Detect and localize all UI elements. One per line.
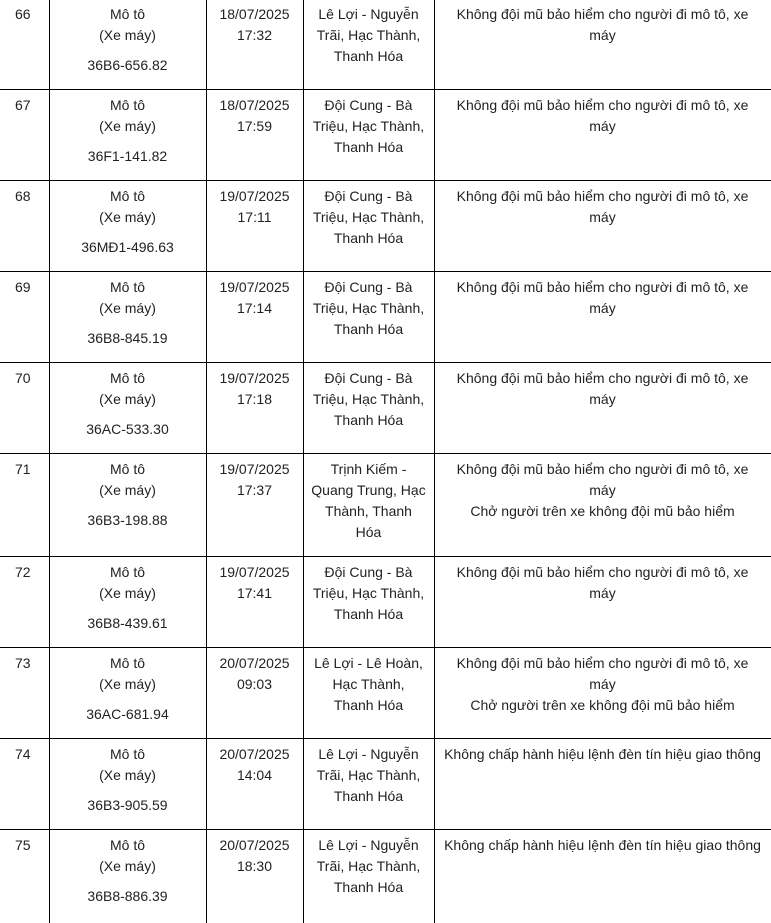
vehicle-type: Mô tô (53, 186, 203, 207)
datetime-cell (206, 90, 303, 181)
violation-time: 17:18 (210, 389, 300, 410)
vehicle-type: Mô tô (53, 653, 203, 674)
table-row (0, 90, 771, 181)
vehicle-sub: (Xe máy) (53, 583, 203, 604)
stt-number: 69 (15, 272, 49, 298)
stt-cell (0, 454, 49, 557)
location-line: Thanh Hóa (307, 604, 431, 625)
vehicle-cell (49, 739, 206, 830)
location-line: Thanh Hóa (307, 137, 431, 158)
location-line: Lê Lợi - Nguyễn (307, 744, 431, 765)
license-plate: 36F1-141.82 (53, 146, 203, 167)
license-plate: 36AC-681.94 (53, 704, 203, 725)
stt-cell (0, 557, 49, 648)
vehicle-type: Mô tô (53, 95, 203, 116)
violation-date: 19/07/2025 (210, 277, 300, 298)
violation-line: Không đội mũ bảo hiểm cho người đi mô tô, xe (438, 95, 768, 116)
location-line: Trãi, Hạc Thành, (307, 765, 431, 786)
violation-cell (434, 90, 771, 181)
location-cell (303, 90, 434, 181)
vehicle-sub: (Xe máy) (53, 765, 203, 786)
location-line: Thanh Hóa (307, 695, 431, 716)
table-row (0, 739, 771, 830)
violation-time: 17:59 (210, 116, 300, 137)
vehicle-cell (49, 181, 206, 272)
table-row (0, 830, 771, 923)
vehicle-sub: (Xe máy) (53, 389, 203, 410)
violation-time: 17:41 (210, 583, 300, 604)
violation-cell (434, 739, 771, 830)
license-plate: 36B3-198.88 (53, 510, 203, 531)
violation-line: Không chấp hành hiệu lệnh đèn tín hiệu giao thông (438, 744, 768, 765)
vehicle-cell (49, 454, 206, 557)
location-line: Đội Cung - Bà (307, 562, 431, 583)
vehicle-sub: (Xe máy) (53, 207, 203, 228)
violation-date: 19/07/2025 (210, 186, 300, 207)
stt-cell (0, 739, 49, 830)
location-cell (303, 181, 434, 272)
stt-number: 68 (15, 181, 49, 207)
violation-line: Không đội mũ bảo hiểm cho người đi mô tô, xe (438, 653, 768, 674)
datetime-cell (206, 0, 303, 90)
location-line: Quang Trung, Hạc (307, 480, 431, 501)
violation-line: máy (438, 25, 768, 46)
vehicle-sub: (Xe máy) (53, 856, 203, 877)
location-line: Đội Cung - Bà (307, 95, 431, 116)
violation-cell (434, 363, 771, 454)
location-cell (303, 648, 434, 739)
violation-cell (434, 648, 771, 739)
violation-line: Chở người trên xe không đội mũ bảo hiểm (438, 501, 768, 522)
table-row (0, 363, 771, 454)
stt-number: 70 (15, 363, 49, 389)
location-cell (303, 363, 434, 454)
location-line: Trịnh Kiếm - (307, 459, 431, 480)
vehicle-type: Mô tô (53, 744, 203, 765)
violation-line: Không đội mũ bảo hiểm cho người đi mô tô, xe (438, 368, 768, 389)
violation-line: Không đội mũ bảo hiểm cho người đi mô tô, xe (438, 459, 768, 480)
vehicle-type: Mô tô (53, 459, 203, 480)
location-line: Đội Cung - Bà (307, 368, 431, 389)
location-line: Triệu, Hạc Thành, (307, 583, 431, 604)
violation-time: 09:03 (210, 674, 300, 695)
location-line: Triệu, Hạc Thành, (307, 298, 431, 319)
violation-line: Không đội mũ bảo hiểm cho người đi mô tô, xe (438, 186, 768, 207)
violation-line: máy (438, 207, 768, 228)
violation-line: Chở người trên xe không đội mũ bảo hiểm (438, 695, 768, 716)
violation-line: Không đội mũ bảo hiểm cho người đi mô tô, xe (438, 277, 768, 298)
violation-date: 20/07/2025 (210, 744, 300, 765)
license-plate: 36B8-886.39 (53, 886, 203, 907)
location-line: Trãi, Hạc Thành, (307, 856, 431, 877)
vehicle-sub: (Xe máy) (53, 298, 203, 319)
vehicle-type: Mô tô (53, 562, 203, 583)
violation-cell (434, 0, 771, 90)
stt-number: 67 (15, 90, 49, 116)
location-line: Lê Lợi - Nguyễn (307, 4, 431, 25)
location-cell (303, 739, 434, 830)
location-line: Triệu, Hạc Thành, (307, 207, 431, 228)
stt-cell (0, 830, 49, 923)
vehicle-sub: (Xe máy) (53, 674, 203, 695)
location-line: Thành, Thanh (307, 501, 431, 522)
violation-time: 17:32 (210, 25, 300, 46)
location-line: Hạc Thành, (307, 674, 431, 695)
stt-cell (0, 0, 49, 90)
violation-date: 20/07/2025 (210, 653, 300, 674)
vehicle-sub: (Xe máy) (53, 116, 203, 137)
location-line: Thanh Hóa (307, 319, 431, 340)
violation-date: 19/07/2025 (210, 459, 300, 480)
vehicle-sub: (Xe máy) (53, 25, 203, 46)
location-cell (303, 830, 434, 923)
vehicle-type: Mô tô (53, 835, 203, 856)
location-line: Thanh Hóa (307, 877, 431, 898)
datetime-cell (206, 830, 303, 923)
stt-cell (0, 90, 49, 181)
location-cell (303, 557, 434, 648)
violation-time: 17:37 (210, 480, 300, 501)
location-line: Triệu, Hạc Thành, (307, 116, 431, 137)
vehicle-cell (49, 557, 206, 648)
vehicle-cell (49, 272, 206, 363)
violation-date: 18/07/2025 (210, 95, 300, 116)
violation-line: Không chấp hành hiệu lệnh đèn tín hiệu giao thông (438, 835, 768, 856)
vehicle-cell (49, 830, 206, 923)
location-line: Lê Lợi - Nguyễn (307, 835, 431, 856)
location-line: Lê Lợi - Lê Hoàn, (307, 653, 431, 674)
stt-cell (0, 648, 49, 739)
license-plate: 36B3-905.59 (53, 795, 203, 816)
license-plate: 36B6-656.82 (53, 55, 203, 76)
table-row (0, 648, 771, 739)
vehicle-type: Mô tô (53, 4, 203, 25)
location-line: Trãi, Hạc Thành, (307, 25, 431, 46)
stt-cell (0, 181, 49, 272)
violation-cell (434, 454, 771, 557)
violation-time: 17:11 (210, 207, 300, 228)
vehicle-type: Mô tô (53, 277, 203, 298)
location-line: Triệu, Hạc Thành, (307, 389, 431, 410)
datetime-cell (206, 272, 303, 363)
vehicle-cell (49, 0, 206, 90)
stt-number: 71 (15, 454, 49, 480)
violation-line: máy (438, 583, 768, 604)
stt-number: 73 (15, 648, 49, 674)
vehicle-cell (49, 648, 206, 739)
stt-cell (0, 272, 49, 363)
location-line: Thanh Hóa (307, 46, 431, 67)
violation-time: 17:14 (210, 298, 300, 319)
license-plate: 36MĐ1-496.63 (53, 237, 203, 258)
stt-number: 72 (15, 557, 49, 583)
violation-line: máy (438, 298, 768, 319)
violation-cell (434, 557, 771, 648)
violation-cell (434, 181, 771, 272)
violation-time: 18:30 (210, 856, 300, 877)
violation-time: 14:04 (210, 765, 300, 786)
vehicle-sub: (Xe máy) (53, 480, 203, 501)
datetime-cell (206, 557, 303, 648)
violation-date: 19/07/2025 (210, 368, 300, 389)
location-cell (303, 272, 434, 363)
vehicle-cell (49, 90, 206, 181)
datetime-cell (206, 454, 303, 557)
license-plate: 36B8-845.19 (53, 328, 203, 349)
table-row (0, 557, 771, 648)
location-cell (303, 0, 434, 90)
license-plate: 36AC-533.30 (53, 419, 203, 440)
table-row (0, 272, 771, 363)
violation-line: máy (438, 389, 768, 410)
violation-line: máy (438, 480, 768, 501)
datetime-cell (206, 739, 303, 830)
location-line: Đội Cung - Bà (307, 186, 431, 207)
violation-line: Không đội mũ bảo hiểm cho người đi mô tô, xe (438, 4, 768, 25)
violation-date: 20/07/2025 (210, 835, 300, 856)
stt-cell (0, 363, 49, 454)
stt-number: 75 (15, 830, 49, 856)
table-row (0, 0, 771, 90)
violation-date: 18/07/2025 (210, 4, 300, 25)
violation-date: 19/07/2025 (210, 562, 300, 583)
violation-cell (434, 272, 771, 363)
datetime-cell (206, 181, 303, 272)
stt-number: 74 (15, 739, 49, 765)
license-plate: 36B8-439.61 (53, 613, 203, 634)
violation-line: máy (438, 674, 768, 695)
table-row (0, 181, 771, 272)
location-line: Thanh Hóa (307, 228, 431, 249)
vehicle-type: Mô tô (53, 368, 203, 389)
location-line: Hóa (307, 522, 431, 543)
location-line: Đội Cung - Bà (307, 277, 431, 298)
location-line: Thanh Hóa (307, 410, 431, 431)
location-cell (303, 454, 434, 557)
datetime-cell (206, 363, 303, 454)
violation-line: Không đội mũ bảo hiểm cho người đi mô tô, xe (438, 562, 768, 583)
violation-cell (434, 830, 771, 923)
location-line: Thanh Hóa (307, 786, 431, 807)
table-row (0, 454, 771, 557)
datetime-cell (206, 648, 303, 739)
violation-line: máy (438, 116, 768, 137)
vehicle-cell (49, 363, 206, 454)
stt-number: 66 (15, 0, 49, 25)
